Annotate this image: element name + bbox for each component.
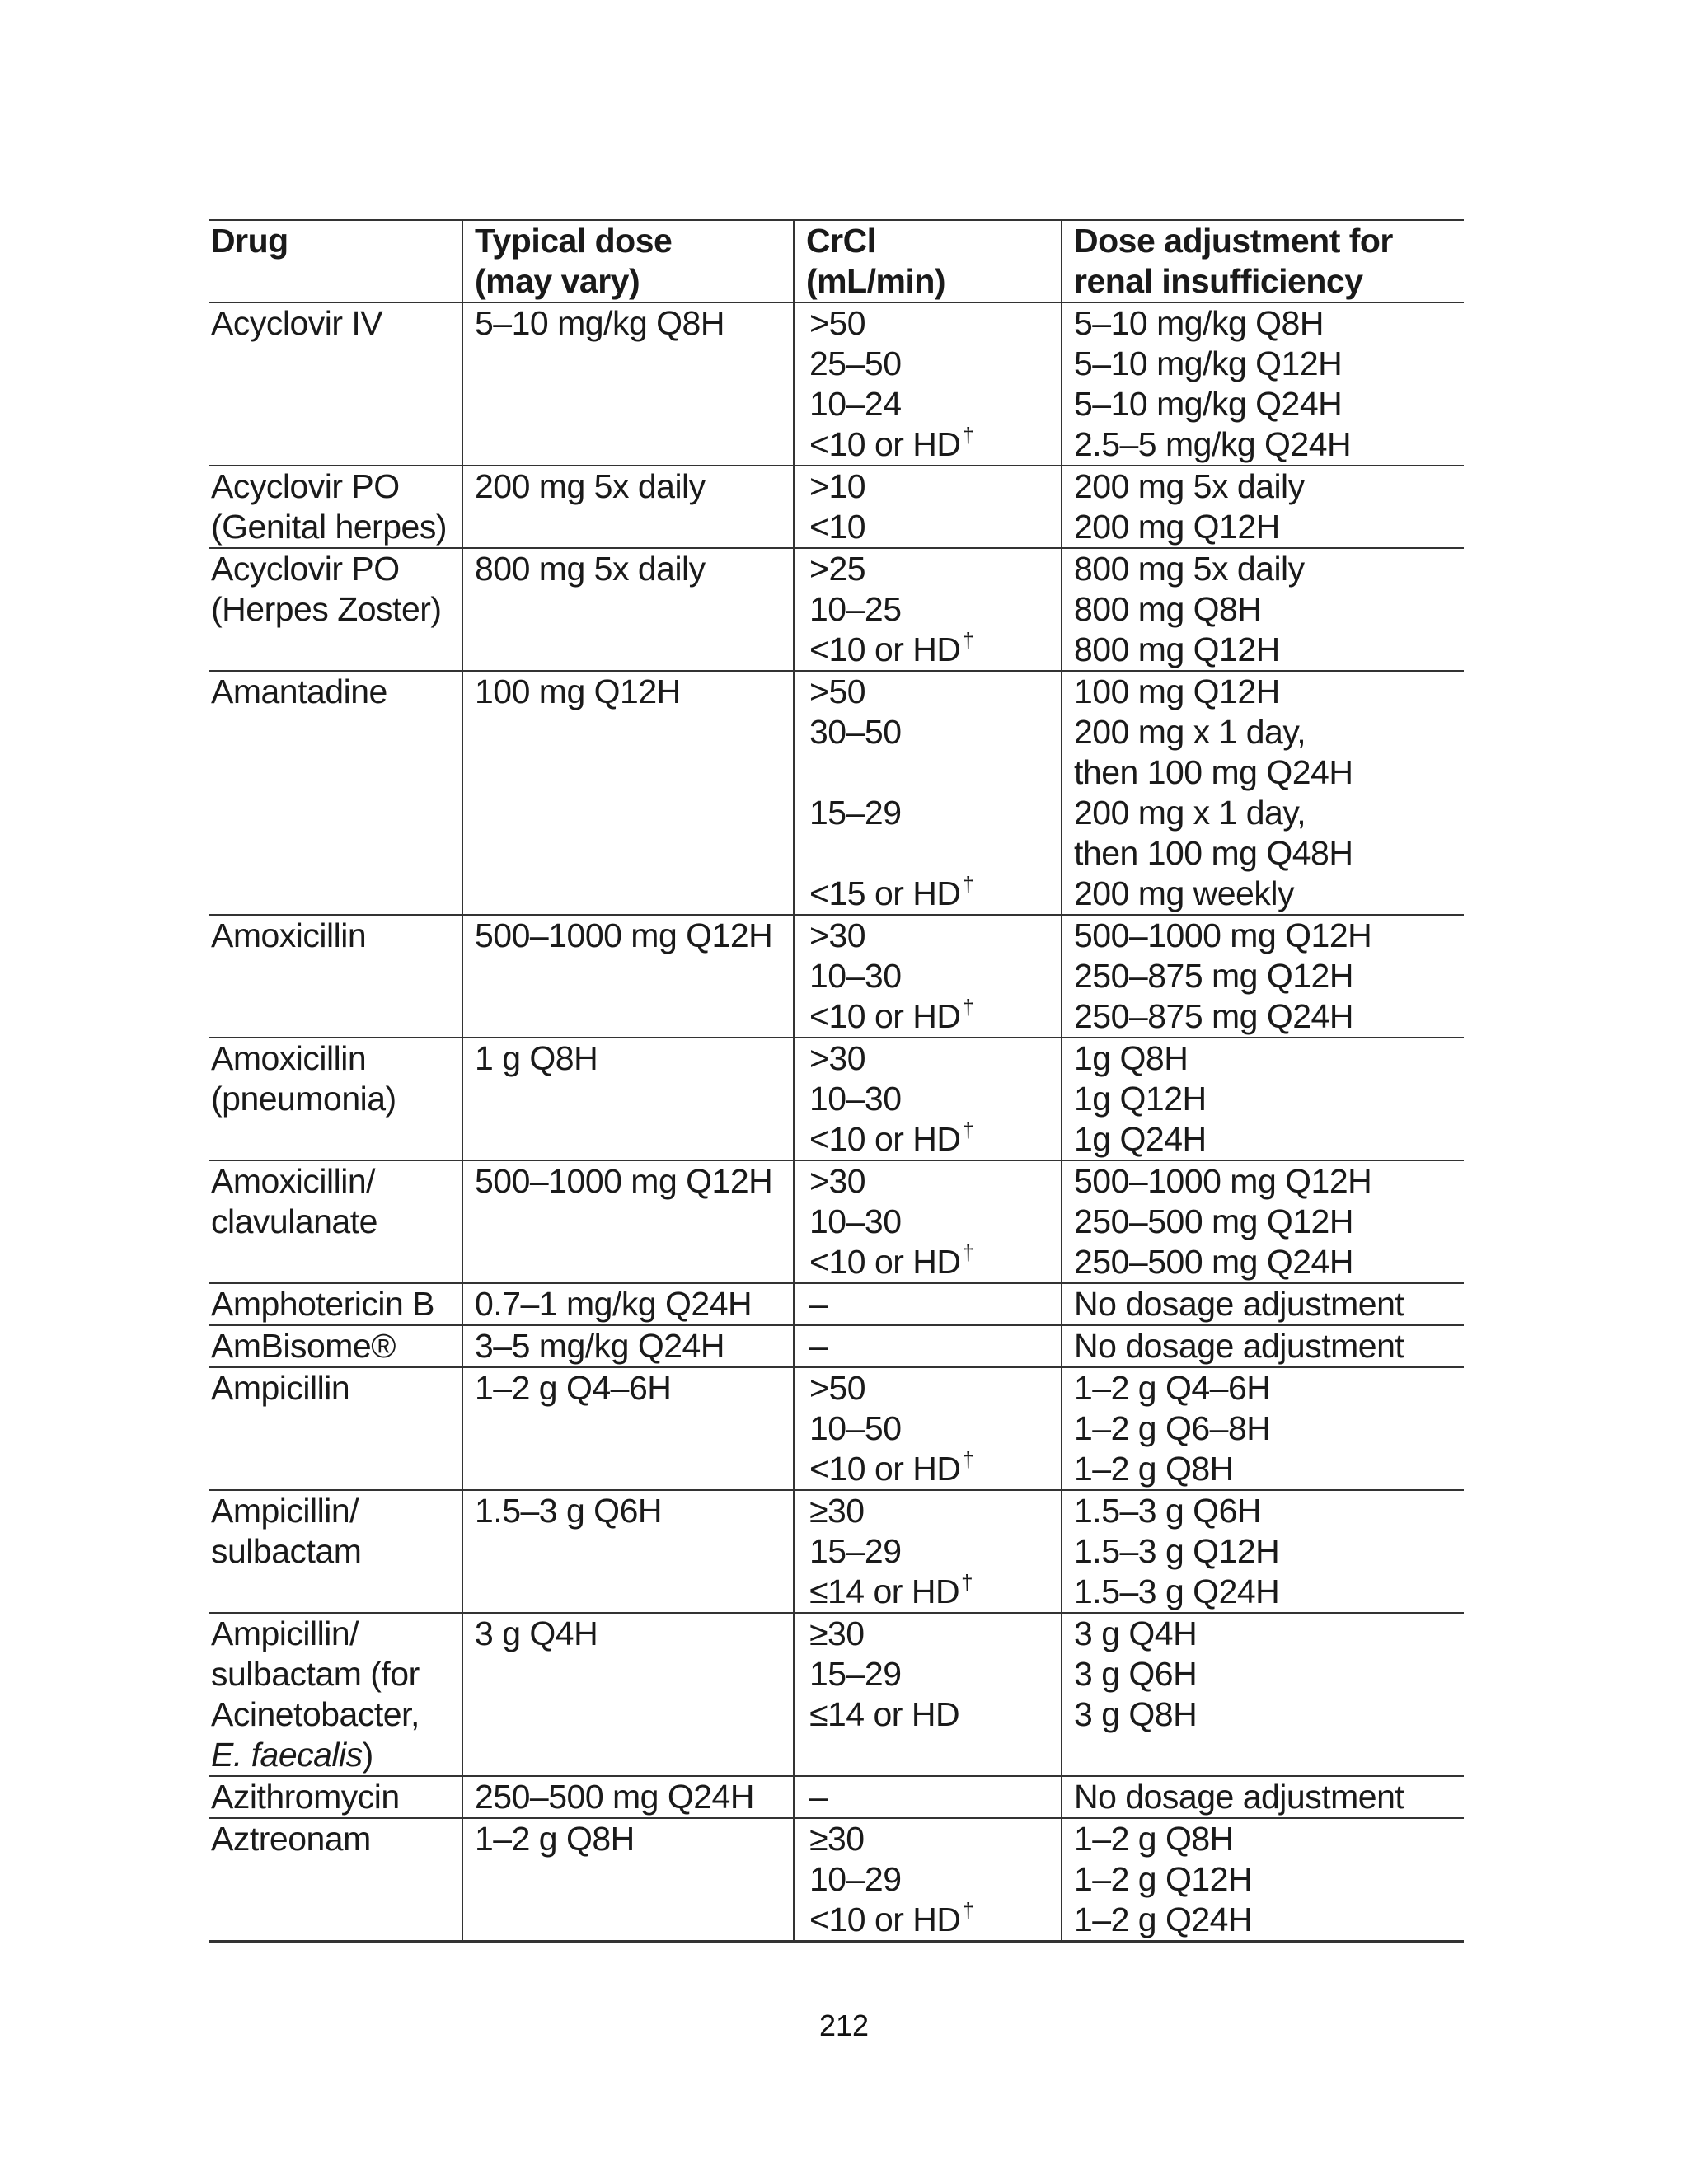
cell-line: <10 or HD†: [809, 628, 974, 668]
cell-typical-dose: [462, 1818, 794, 1942]
cell-line: 1–2 g Q8H: [1074, 1820, 1234, 1858]
cell-line: 10–30: [809, 1202, 902, 1240]
cell-line: 15–29: [809, 1655, 902, 1693]
header-typical-dose: Typical dose (may vary): [462, 220, 794, 302]
cell-line: ≥30: [809, 1615, 865, 1652]
dagger-footnote-mark: †: [962, 1240, 974, 1265]
dagger-footnote-mark: †: [962, 1447, 974, 1472]
cell-line: 250–875 mg Q12H: [1074, 957, 1353, 995]
dagger-footnote-mark: †: [962, 872, 974, 897]
cell-drug: [209, 1160, 462, 1283]
cell-line: No dosage adjustment: [1074, 1778, 1404, 1816]
cell-line: 1.5–3 g Q12H: [1074, 1532, 1280, 1570]
table-row: [209, 1325, 1464, 1367]
cell-dose-adjustment: [1062, 548, 1464, 671]
cell-line: ≤14 or HD†: [809, 1570, 973, 1610]
cell-line: 25–50: [809, 344, 902, 382]
cell-crcl: [794, 1490, 1062, 1613]
renal-dosing-table: [209, 219, 1464, 1943]
cell-line: ≥30: [809, 1492, 865, 1530]
cell-typical-dose: [462, 1776, 794, 1818]
dagger-footnote-mark: †: [962, 995, 974, 1019]
cell-crcl: [794, 915, 1062, 1038]
cell-drug: [209, 1613, 462, 1776]
cell-line: 0.7–1 mg/kg Q24H: [475, 1285, 753, 1323]
cell-crcl: [794, 1776, 1062, 1818]
cell-line: ≥30: [809, 1820, 865, 1858]
cell-line: 10–30: [809, 1080, 902, 1118]
table-row: [209, 1490, 1464, 1613]
cell-typical-dose: [462, 915, 794, 1038]
cell-line: 10–29: [809, 1860, 902, 1898]
cell-line: 1–2 g Q8H: [475, 1820, 635, 1858]
cell-line: 1g Q12H: [1074, 1080, 1207, 1118]
page-number: 212: [818, 2008, 870, 2042]
cell-line: 5–10 mg/kg Q24H: [1074, 385, 1343, 423]
table-header: [209, 220, 1464, 302]
cell-line: Acyclovir PO: [211, 467, 400, 505]
cell-line: 800 mg Q12H: [1074, 630, 1280, 668]
cell-dose-adjustment: [1062, 915, 1464, 1038]
table-row: [209, 915, 1464, 1038]
cell-line: 200 mg weekly: [1074, 874, 1294, 912]
cell-line: sulbactam (for: [211, 1655, 420, 1693]
dagger-footnote-mark: †: [962, 1118, 974, 1142]
cell-line: Amantadine: [211, 673, 387, 710]
cell-crcl: [794, 302, 1062, 466]
cell-dose-adjustment: [1062, 1613, 1464, 1776]
cell-dose-adjustment: [1062, 1325, 1464, 1367]
cell-drug: [209, 466, 462, 548]
cell-dose-adjustment: [1062, 671, 1464, 915]
cell-drug: [209, 548, 462, 671]
cell-line: Amoxicillin: [211, 916, 367, 954]
table-row: [209, 1367, 1464, 1490]
header-crcl: CrCl (mL/min): [794, 220, 1062, 302]
cell-line: then 100 mg Q48H: [1074, 834, 1353, 872]
header-dose-adjustment: Dose adjustment for renal insufficiency: [1074, 222, 1393, 300]
cell-line: <10 or HD†: [809, 1240, 974, 1281]
cell-line: 30–50: [809, 713, 902, 751]
cell-line: No dosage adjustment: [1074, 1285, 1404, 1323]
dagger-footnote-mark: †: [962, 628, 974, 653]
cell-line: 250–500 mg Q24H: [475, 1778, 754, 1816]
cell-line: sulbactam: [211, 1532, 362, 1570]
cell-line: 5–10 mg/kg Q8H: [1074, 304, 1324, 342]
cell-typical-dose: [462, 302, 794, 466]
cell-line: 3 g Q4H: [1074, 1615, 1198, 1652]
cell-crcl: [794, 466, 1062, 548]
cell-typical-dose: [462, 1613, 794, 1776]
cell-line: Amoxicillin: [211, 1039, 367, 1077]
cell-line: <10 or HD†: [809, 1447, 974, 1488]
cell-line: 100 mg Q12H: [475, 673, 681, 710]
cell-line: 1.5–3 g Q24H: [1074, 1572, 1280, 1610]
cell-line: –: [809, 1285, 828, 1323]
cell-line: Aztreonam: [211, 1820, 371, 1858]
cell-line: 1–2 g Q24H: [1074, 1900, 1253, 1938]
cell-line: 2.5–5 mg/kg Q24H: [1074, 425, 1352, 463]
cell-line: [809, 752, 1059, 793]
table-row: [209, 466, 1464, 548]
cell-dose-adjustment: [1062, 1283, 1464, 1325]
cell-crcl: [794, 1160, 1062, 1283]
table-row: [209, 1283, 1464, 1325]
dagger-footnote-mark: †: [962, 423, 974, 448]
cell-drug: [209, 302, 462, 466]
cell-line: 200 mg Q12H: [1074, 508, 1280, 546]
cell-line: then 100 mg Q24H: [1074, 753, 1353, 791]
cell-line: 5–10 mg/kg Q8H: [475, 304, 724, 342]
cell-line: Amphotericin B: [211, 1285, 435, 1323]
cell-drug: [209, 1038, 462, 1160]
cell-dose-adjustment: [1062, 466, 1464, 548]
cell-line: >25: [809, 550, 866, 588]
cell-line: 3 g Q8H: [1074, 1695, 1198, 1733]
cell-line: >50: [809, 304, 866, 342]
cell-line: 3–5 mg/kg Q24H: [475, 1327, 724, 1365]
cell-line: –: [809, 1778, 828, 1816]
cell-line: 10–25: [809, 590, 902, 628]
cell-drug: [209, 915, 462, 1038]
cell-dose-adjustment: [1062, 1160, 1464, 1283]
cell-line: Amoxicillin/: [211, 1162, 376, 1200]
cell-line: <10 or HD†: [809, 1898, 974, 1938]
cell-line: 10–24: [809, 385, 902, 423]
cell-line: [809, 833, 1059, 874]
cell-crcl: [794, 548, 1062, 671]
cell-typical-dose: [462, 1038, 794, 1160]
cell-line: >10: [809, 467, 866, 505]
cell-crcl: [794, 1283, 1062, 1325]
dagger-footnote-mark: †: [961, 1570, 973, 1595]
cell-line: 1g Q24H: [1074, 1120, 1207, 1158]
cell-line: 1.5–3 g Q6H: [1074, 1492, 1261, 1530]
cell-line: Ampicillin: [211, 1369, 350, 1407]
cell-line: >30: [809, 1162, 866, 1200]
cell-crcl: [794, 1613, 1062, 1776]
table-row: [209, 1613, 1464, 1776]
cell-line: <15 or HD†: [809, 872, 974, 912]
cell-line: >30: [809, 916, 866, 954]
cell-dose-adjustment: [1062, 1038, 1464, 1160]
cell-line: 1–2 g Q8H: [1074, 1450, 1234, 1488]
table-row: [209, 1818, 1464, 1942]
cell-typical-dose: [462, 671, 794, 915]
cell-typical-dose: [462, 1325, 794, 1367]
cell-line: Acyclovir IV: [211, 304, 383, 342]
cell-line: 250–500 mg Q12H: [1074, 1202, 1353, 1240]
cell-crcl: [794, 671, 1062, 915]
cell-line: 15–29: [809, 794, 902, 832]
cell-typical-dose: [462, 1367, 794, 1490]
cell-typical-dose: [462, 1283, 794, 1325]
cell-line: 1.5–3 g Q6H: [475, 1492, 662, 1530]
cell-line: –: [809, 1327, 828, 1365]
table-row: [209, 1160, 1464, 1283]
cell-drug: [209, 1776, 462, 1818]
cell-line: No dosage adjustment: [1074, 1327, 1404, 1365]
cell-typical-dose: [462, 1160, 794, 1283]
header-row: [209, 220, 1464, 302]
cell-drug: [209, 1325, 462, 1367]
cell-line: 10–30: [809, 957, 902, 995]
cell-line: 500–1000 mg Q12H: [1074, 1162, 1372, 1200]
cell-drug: [209, 1818, 462, 1942]
cell-line: 10–50: [809, 1409, 902, 1447]
cell-line: 200 mg 5x daily: [475, 467, 706, 505]
cell-line: 250–875 mg Q24H: [1074, 997, 1353, 1035]
cell-drug: [209, 1490, 462, 1613]
cell-line: >50: [809, 673, 866, 710]
cell-line: 200 mg 5x daily: [1074, 467, 1305, 505]
cell-line: (Genital herpes): [211, 508, 447, 546]
cell-line: >30: [809, 1039, 866, 1077]
table-row: [209, 302, 1464, 466]
cell-line: 3 g Q6H: [1074, 1655, 1198, 1693]
cell-line: <10 or HD†: [809, 995, 974, 1035]
table-row: [209, 548, 1464, 671]
cell-crcl: [794, 1038, 1062, 1160]
cell-drug: [209, 1367, 462, 1490]
cell-line: Ampicillin/: [211, 1615, 359, 1652]
cell-typical-dose: [462, 548, 794, 671]
cell-line: 1 g Q8H: [475, 1039, 598, 1077]
cell-dose-adjustment: [1062, 302, 1464, 466]
cell-line: 3 g Q4H: [475, 1615, 598, 1652]
cell-line: <10 or HD†: [809, 1118, 974, 1158]
cell-line: 200 mg x 1 day,: [1074, 794, 1306, 832]
cell-line: 15–29: [809, 1532, 902, 1570]
cell-dose-adjustment: [1062, 1367, 1464, 1490]
cell-crcl: [794, 1818, 1062, 1942]
cell-line: 1–2 g Q12H: [1074, 1860, 1253, 1898]
header-drug: Drug: [209, 220, 462, 302]
cell-line: 1g Q8H: [1074, 1039, 1189, 1077]
cell-line: 100 mg Q12H: [1074, 673, 1280, 710]
cell-line: (Herpes Zoster): [211, 590, 442, 628]
cell-line: Ampicillin/: [211, 1492, 359, 1530]
cell-dose-adjustment: [1062, 1490, 1464, 1613]
cell-line: 1–2 g Q6–8H: [1074, 1409, 1271, 1447]
cell-line: ≤14 or HD: [809, 1695, 960, 1733]
cell-line: AmBisome®: [211, 1327, 396, 1365]
cell-line: 500–1000 mg Q12H: [475, 1162, 773, 1200]
cell-line: 5–10 mg/kg Q12H: [1074, 344, 1343, 382]
cell-line: 1–2 g Q4–6H: [1074, 1369, 1271, 1407]
cell-line: 500–1000 mg Q12H: [1074, 916, 1372, 954]
cell-line: Azithromycin: [211, 1778, 400, 1816]
cell-line: 1–2 g Q4–6H: [475, 1369, 672, 1407]
cell-dose-adjustment: [1062, 1818, 1464, 1942]
table-row: [209, 1776, 1464, 1818]
cell-line: >50: [809, 1369, 866, 1407]
cell-line: E. faecalis): [211, 1736, 373, 1774]
cell-line: 250–500 mg Q24H: [1074, 1243, 1353, 1281]
cell-typical-dose: [462, 466, 794, 548]
cell-crcl: [794, 1367, 1062, 1490]
cell-line: 200 mg x 1 day,: [1074, 713, 1306, 751]
dagger-footnote-mark: †: [962, 1898, 974, 1923]
table-body: [209, 302, 1464, 1942]
cell-drug: [209, 671, 462, 915]
cell-dose-adjustment: [1062, 1776, 1464, 1818]
table-row: [209, 1038, 1464, 1160]
cell-crcl: [794, 1325, 1062, 1367]
cell-line: 800 mg Q8H: [1074, 590, 1262, 628]
table-row: [209, 671, 1464, 915]
cell-typical-dose: [462, 1490, 794, 1613]
cell-line: 800 mg 5x daily: [475, 550, 706, 588]
cell-line: Acyclovir PO: [211, 550, 400, 588]
cell-line: <10 or HD†: [809, 423, 974, 463]
cell-line: clavulanate: [211, 1202, 377, 1240]
cell-line: 500–1000 mg Q12H: [475, 916, 773, 954]
cell-line: Acinetobacter,: [211, 1695, 420, 1733]
cell-drug: [209, 1283, 462, 1325]
cell-line: 800 mg 5x daily: [1074, 550, 1305, 588]
cell-line: (pneumonia): [211, 1080, 396, 1118]
cell-line: <10: [809, 508, 866, 546]
